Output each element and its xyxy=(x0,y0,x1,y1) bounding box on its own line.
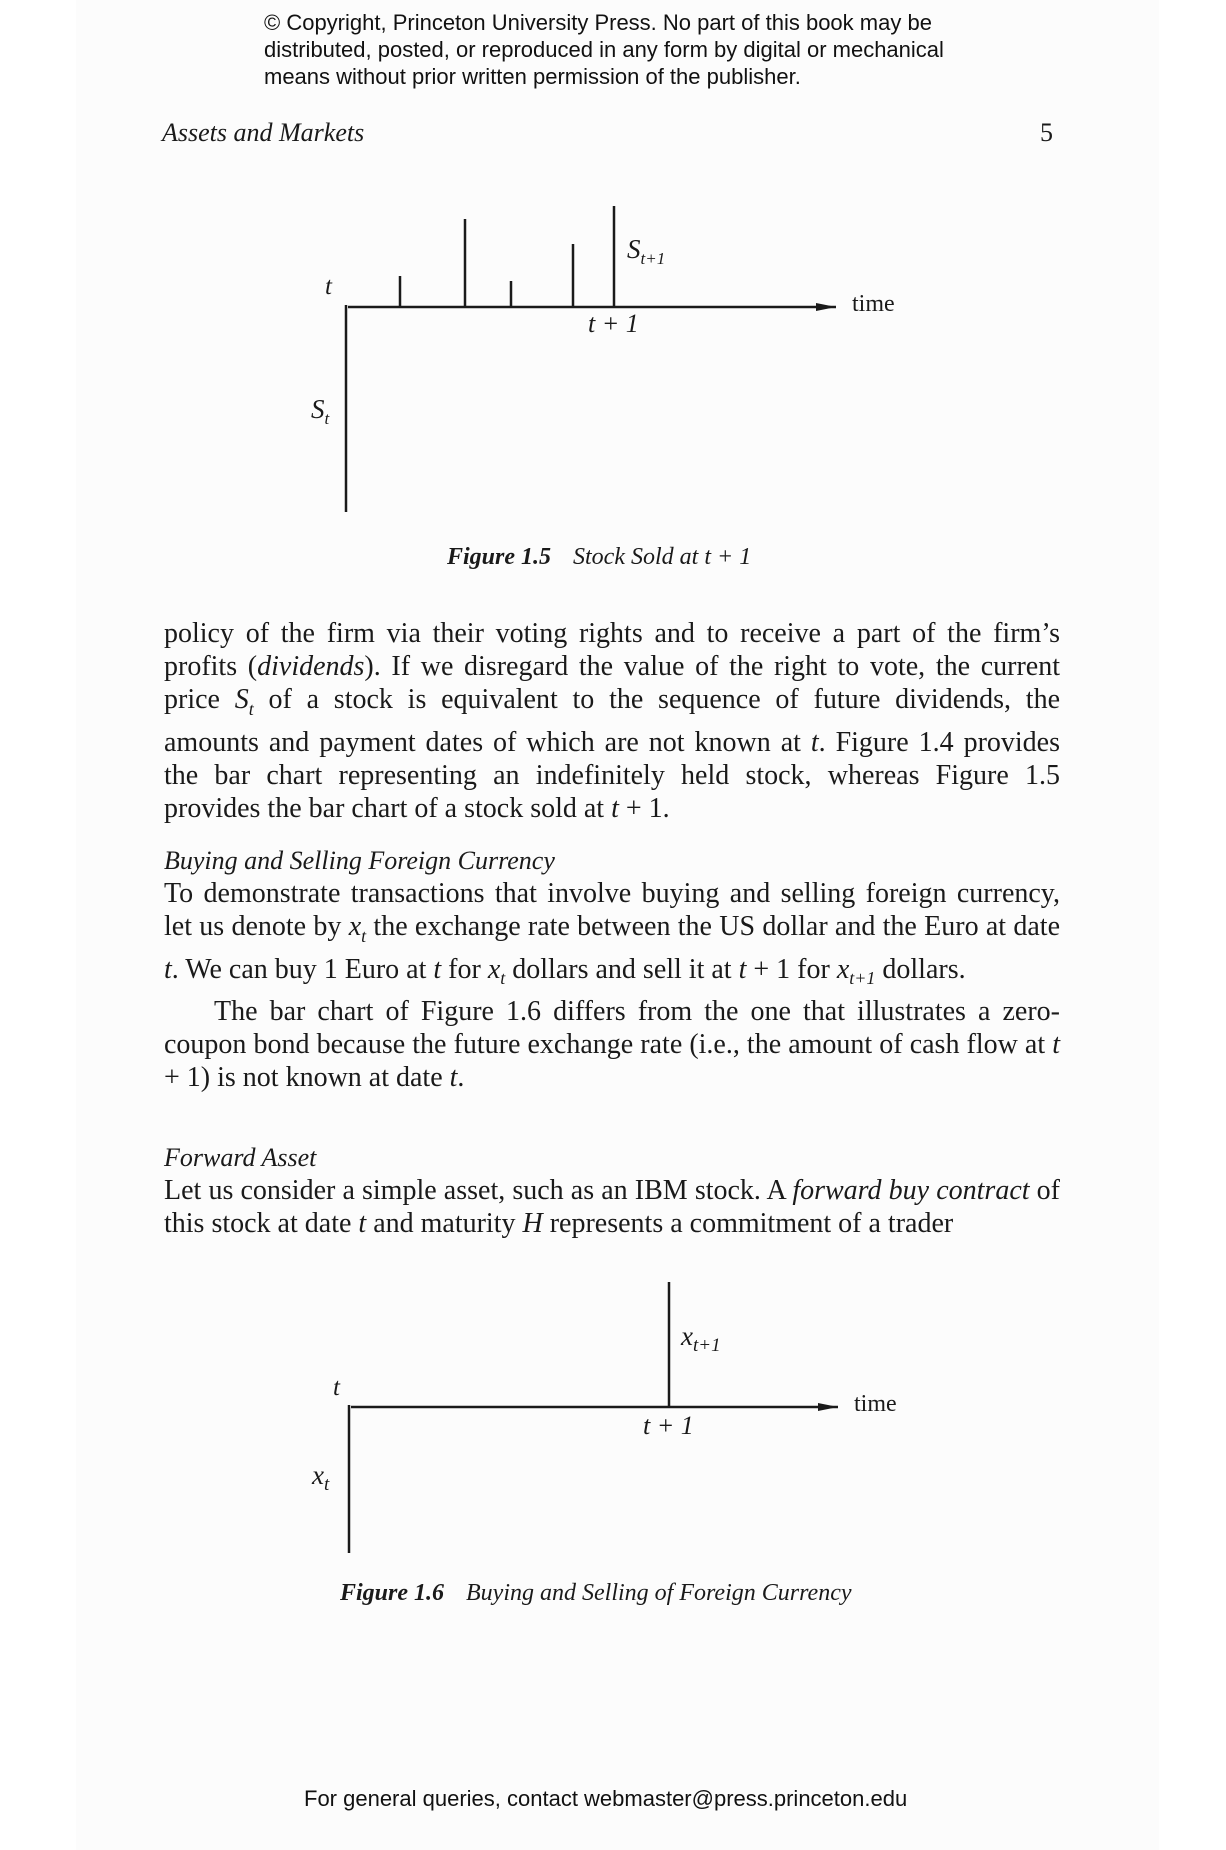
figure-1-6-caption xyxy=(340,1580,852,1607)
page-number: 5 xyxy=(1040,118,1053,147)
t1-label: t + 1 xyxy=(588,309,639,338)
copyright-notice xyxy=(264,9,1024,90)
footer-contact: For general queries, contact webmaster@press.princeton.edu xyxy=(304,1786,908,1811)
t-label: t xyxy=(325,273,332,300)
outflow-label: $S_t$ xyxy=(311,394,330,428)
inflow-label: $x_{t+1}$ xyxy=(681,1321,721,1356)
t-label: t xyxy=(333,1374,340,1401)
figure-1-5-diagram xyxy=(0,190,1226,520)
running-head: Assets and Markets xyxy=(162,118,365,147)
outflow-label: $x_t$ xyxy=(312,1460,330,1495)
section-heading: Buying and Selling Foreign Currency xyxy=(164,846,555,875)
body-paragraph: policy of the firm via their voting rights and to receive a part of the firm’s profits (dividends). If we disregard the value of the right to vote, the current price $S_t$ of a stock is equivalent to the sequence of future dividends, the amounts and payment dates of which are not known at t. Figure 1.4 provides the bar chart representing an indefinitely held stock, whereas Figure 1.5 provides the bar chart of a stock sold at t + 1. xyxy=(164,618,1060,824)
inflow-label: $S_{t+1}$ xyxy=(627,234,666,268)
figure-label: Figure 1.5 xyxy=(447,544,552,570)
time-label: time xyxy=(852,291,895,317)
body-paragraph: Let us consider a simple asset, such as an IBM stock. A forward buy contract of this stock at date t and maturity H represents a commitment of a trader xyxy=(164,1175,1060,1239)
time-label: time xyxy=(854,1391,897,1417)
figure-1-5-caption xyxy=(447,544,751,571)
figure-label: Figure 1.6 xyxy=(340,1580,445,1606)
copyright-line: distributed, posted, or reproduced in any form by digital or mechanical xyxy=(264,37,944,62)
figure-title: Buying and Selling of Foreign Currency xyxy=(466,1580,852,1606)
figure-1-6-diagram xyxy=(0,1270,1226,1560)
section-heading: Forward Asset xyxy=(164,1143,317,1172)
body-paragraph: To demonstrate transactions that involve buying and selling foreign currency, let us denote by $x_t$ the exchange rate between the US dollar and the Euro at date t. We can buy 1 Euro at t for $x_t$ dollars and sell it at t + 1 for $x_{t+1}$ dollars. The bar chart of Figure 1.6 differs from the one that illustrates a zero-coupon bond because the future exchange rate (i.e., the amount of cash flow at t + 1) is not known at date t. xyxy=(164,878,1060,1094)
figure-title: Stock Sold at t + 1 xyxy=(573,544,752,570)
copyright-line: © Copyright, Princeton University Press. No part of this book may be xyxy=(264,10,932,35)
t1-label: t + 1 xyxy=(643,1411,694,1440)
copyright-line: means without prior written permission of the publisher. xyxy=(264,64,801,89)
